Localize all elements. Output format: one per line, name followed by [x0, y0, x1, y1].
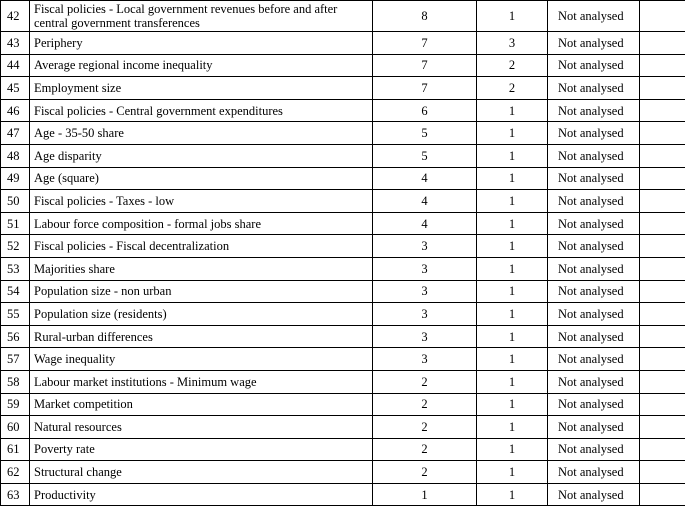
- empty-cell: [640, 122, 685, 145]
- empty-cell: [640, 370, 685, 393]
- row-number-cell: 58: [1, 370, 30, 393]
- sign-count-cell: 1: [477, 144, 548, 167]
- empty-cell: [640, 190, 685, 213]
- total-count-cell: 4: [373, 190, 477, 213]
- determinant-name-cell: Wage inequality: [30, 348, 373, 371]
- table-row: [1, 416, 685, 439]
- sign-count-cell: 1: [477, 370, 548, 393]
- empty-cell: [640, 99, 685, 122]
- row-number-cell: 47: [1, 122, 30, 145]
- total-count-cell: 7: [373, 77, 477, 100]
- total-count-cell: 4: [373, 167, 477, 190]
- determinant-name-cell: Structural change: [30, 461, 373, 484]
- empty-cell: [640, 77, 685, 100]
- analysis-status-cell: Not analysed: [548, 235, 640, 258]
- sign-count-cell: 1: [477, 257, 548, 280]
- analysis-status-cell: Not analysed: [548, 438, 640, 461]
- empty-cell: [640, 438, 685, 461]
- total-count-cell: 2: [373, 438, 477, 461]
- row-number-cell: 43: [1, 32, 30, 55]
- total-count-cell: 4: [373, 212, 477, 235]
- total-count-cell: 3: [373, 235, 477, 258]
- determinant-name-cell: Fiscal policies - Taxes - low: [30, 190, 373, 213]
- empty-cell: [640, 483, 685, 506]
- table-row: [1, 483, 685, 506]
- empty-cell: [640, 325, 685, 348]
- row-number-cell: 46: [1, 99, 30, 122]
- analysis-status-cell: Not analysed: [548, 325, 640, 348]
- analysis-status-cell: Not analysed: [548, 461, 640, 484]
- empty-cell: [640, 54, 685, 77]
- table-row: [1, 280, 685, 303]
- table-row: [1, 144, 685, 167]
- sign-count-cell: 2: [477, 54, 548, 77]
- sign-count-cell: 1: [477, 1, 548, 32]
- determinant-name-cell: Fiscal policies - Central government expenditures: [30, 99, 373, 122]
- analysis-status-cell: Not analysed: [548, 77, 640, 100]
- sign-count-cell: 1: [477, 416, 548, 439]
- total-count-cell: 3: [373, 348, 477, 371]
- empty-cell: [640, 303, 685, 326]
- sign-count-cell: 1: [477, 280, 548, 303]
- sign-count-cell: 1: [477, 167, 548, 190]
- determinant-name-cell: Age - 35-50 share: [30, 122, 373, 145]
- row-number-cell: 42: [1, 1, 30, 32]
- sign-count-cell: 1: [477, 483, 548, 506]
- sign-count-cell: 1: [477, 461, 548, 484]
- determinant-name-cell: Labour market institutions - Minimum wage: [30, 370, 373, 393]
- table-row: [1, 190, 685, 213]
- row-number-cell: 55: [1, 303, 30, 326]
- sign-count-cell: 1: [477, 190, 548, 213]
- total-count-cell: 3: [373, 325, 477, 348]
- table-row: [1, 348, 685, 371]
- analysis-status-cell: Not analysed: [548, 99, 640, 122]
- sign-count-cell: 1: [477, 303, 548, 326]
- sign-count-cell: 1: [477, 212, 548, 235]
- row-number-cell: 50: [1, 190, 30, 213]
- determinant-name-cell: Majorities share: [30, 257, 373, 280]
- row-number-cell: 48: [1, 144, 30, 167]
- total-count-cell: 2: [373, 370, 477, 393]
- table-row: [1, 122, 685, 145]
- analysis-status-cell: Not analysed: [548, 303, 640, 326]
- empty-cell: [640, 393, 685, 416]
- analysis-status-cell: Not analysed: [548, 144, 640, 167]
- row-number-cell: 44: [1, 54, 30, 77]
- empty-cell: [640, 212, 685, 235]
- determinant-name-cell: Fiscal policies - Fiscal decentralization: [30, 235, 373, 258]
- empty-cell: [640, 1, 685, 32]
- sign-count-cell: 1: [477, 99, 548, 122]
- table-row: [1, 167, 685, 190]
- sign-count-cell: 1: [477, 393, 548, 416]
- table-row: [1, 235, 685, 258]
- row-number-cell: 53: [1, 257, 30, 280]
- table-row: [1, 370, 685, 393]
- row-number-cell: 52: [1, 235, 30, 258]
- row-number-cell: 54: [1, 280, 30, 303]
- total-count-cell: 1: [373, 483, 477, 506]
- sign-count-cell: 1: [477, 235, 548, 258]
- table-row: [1, 54, 685, 77]
- determinant-name-cell: Age disparity: [30, 144, 373, 167]
- total-count-cell: 8: [373, 1, 477, 32]
- empty-cell: [640, 144, 685, 167]
- analysis-status-cell: Not analysed: [548, 257, 640, 280]
- analysis-status-cell: Not analysed: [548, 167, 640, 190]
- total-count-cell: 2: [373, 416, 477, 439]
- total-count-cell: 3: [373, 280, 477, 303]
- empty-cell: [640, 257, 685, 280]
- sign-count-cell: 3: [477, 32, 548, 55]
- total-count-cell: 2: [373, 461, 477, 484]
- total-count-cell: 7: [373, 54, 477, 77]
- table-body: [1, 1, 685, 506]
- determinant-name-cell: Market competition: [30, 393, 373, 416]
- analysis-status-cell: Not analysed: [548, 416, 640, 439]
- total-count-cell: 5: [373, 122, 477, 145]
- empty-cell: [640, 416, 685, 439]
- determinant-name-cell: Age (square): [30, 167, 373, 190]
- empty-cell: [640, 32, 685, 55]
- sign-count-cell: 2: [477, 77, 548, 100]
- sign-count-cell: 1: [477, 438, 548, 461]
- row-number-cell: 51: [1, 212, 30, 235]
- determinant-name-cell: Periphery: [30, 32, 373, 55]
- table-row: [1, 77, 685, 100]
- determinant-name-cell: Employment size: [30, 77, 373, 100]
- sign-count-cell: 1: [477, 348, 548, 371]
- empty-cell: [640, 348, 685, 371]
- determinant-name-cell: Labour force composition - formal jobs share: [30, 212, 373, 235]
- table-row: [1, 325, 685, 348]
- row-number-cell: 45: [1, 77, 30, 100]
- analysis-status-cell: Not analysed: [548, 212, 640, 235]
- row-number-cell: 61: [1, 438, 30, 461]
- table-row: [1, 303, 685, 326]
- table-row: [1, 393, 685, 416]
- table-row: [1, 1, 685, 32]
- analysis-status-cell: Not analysed: [548, 1, 640, 32]
- total-count-cell: 5: [373, 144, 477, 167]
- total-count-cell: 2: [373, 393, 477, 416]
- analysis-status-cell: Not analysed: [548, 393, 640, 416]
- determinant-name-cell: Productivity: [30, 483, 373, 506]
- determinant-name-cell: Fiscal policies - Local government revenues before and after central government transferences: [30, 1, 373, 32]
- analysis-status-cell: Not analysed: [548, 32, 640, 55]
- determinant-name-cell: Rural-urban differences: [30, 325, 373, 348]
- total-count-cell: 3: [373, 257, 477, 280]
- row-number-cell: 56: [1, 325, 30, 348]
- row-number-cell: 63: [1, 483, 30, 506]
- table-row: [1, 212, 685, 235]
- analysis-status-cell: Not analysed: [548, 280, 640, 303]
- table-row: [1, 32, 685, 55]
- total-count-cell: 6: [373, 99, 477, 122]
- row-number-cell: 62: [1, 461, 30, 484]
- determinant-name-cell: Poverty rate: [30, 438, 373, 461]
- determinant-name-cell: Average regional income inequality: [30, 54, 373, 77]
- analysis-status-cell: Not analysed: [548, 122, 640, 145]
- empty-cell: [640, 280, 685, 303]
- total-count-cell: 3: [373, 303, 477, 326]
- row-number-cell: 49: [1, 167, 30, 190]
- table-row: [1, 438, 685, 461]
- sign-count-cell: 1: [477, 325, 548, 348]
- table-row: [1, 461, 685, 484]
- row-number-cell: 59: [1, 393, 30, 416]
- determinant-name-cell: Natural resources: [30, 416, 373, 439]
- row-number-cell: 57: [1, 348, 30, 371]
- sign-count-cell: 1: [477, 122, 548, 145]
- empty-cell: [640, 167, 685, 190]
- table-row: [1, 99, 685, 122]
- empty-cell: [640, 235, 685, 258]
- analysis-status-cell: Not analysed: [548, 483, 640, 506]
- total-count-cell: 7: [373, 32, 477, 55]
- table-row: [1, 257, 685, 280]
- analysis-status-cell: Not analysed: [548, 190, 640, 213]
- determinant-name-cell: Population size (residents): [30, 303, 373, 326]
- analysis-status-cell: Not analysed: [548, 54, 640, 77]
- analysis-status-cell: Not analysed: [548, 348, 640, 371]
- analysis-status-cell: Not analysed: [548, 370, 640, 393]
- row-number-cell: 60: [1, 416, 30, 439]
- empty-cell: [640, 461, 685, 484]
- determinant-name-cell: Population size - non urban: [30, 280, 373, 303]
